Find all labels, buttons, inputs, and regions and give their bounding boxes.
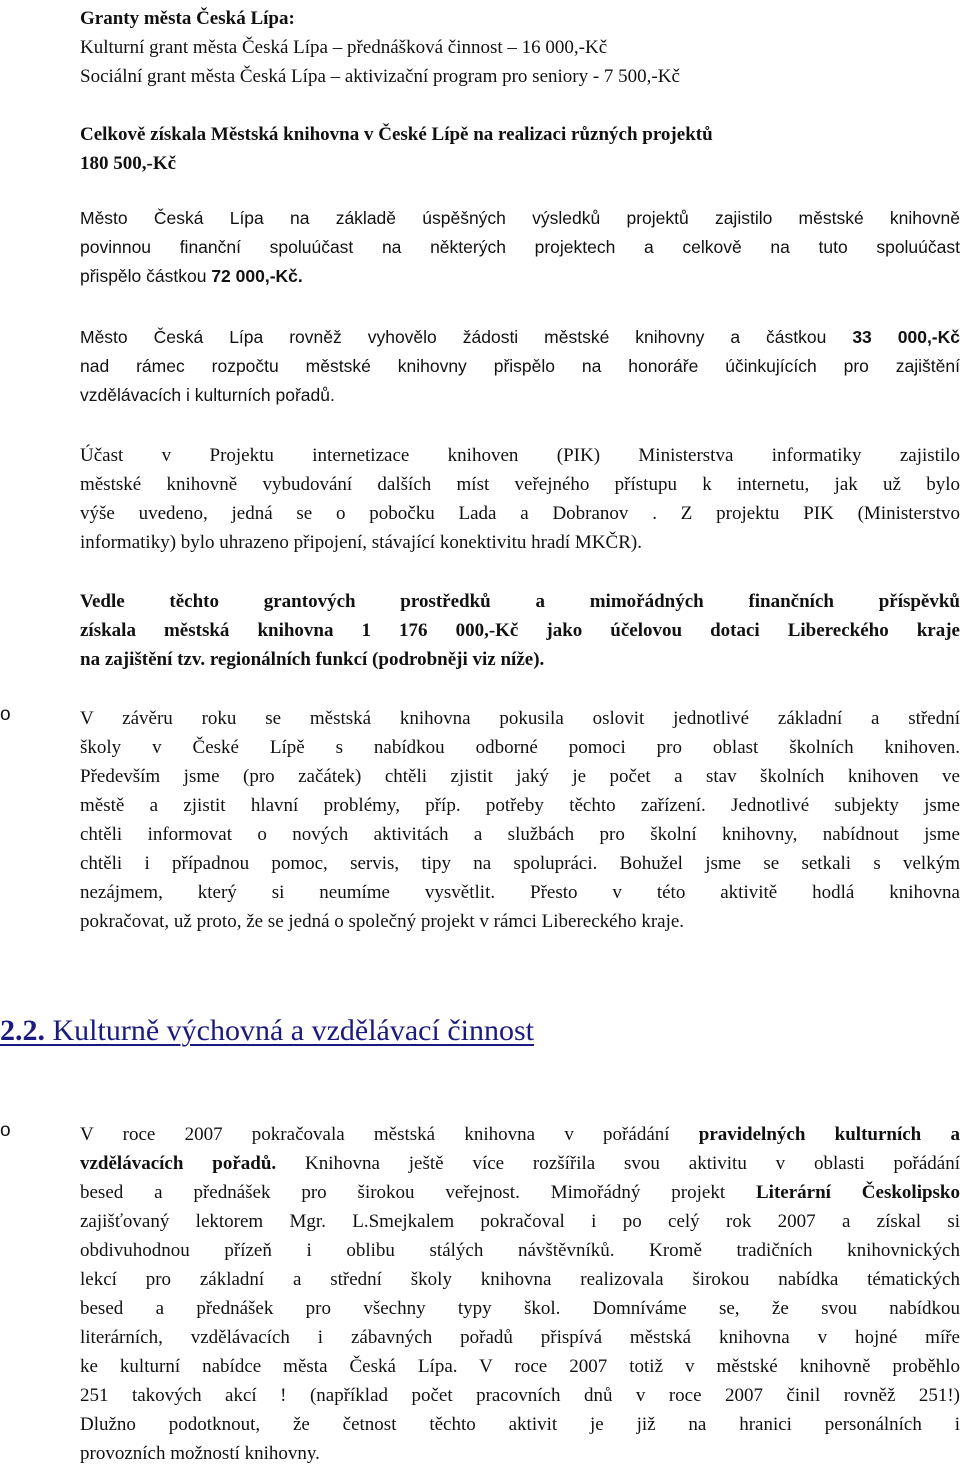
grants-block <box>80 4 960 91</box>
paragraph-text: besed a přednášek pro širokou veřejnost. Mimořádný projekt <box>80 1182 756 1203</box>
paragraph-line: Město Česká Lípa na základě úspěšných výsledků projektů zajistilo městské knihovně <box>80 208 960 228</box>
paragraph-line: chtěli i případnou pomoc, servis, tipy na spolupráci. Bohužel jsme se setkali s velkým <box>80 853 960 874</box>
grant-line: Kulturní grant města Česká Lípa – přednášková činnost – 16 000,-Kč <box>80 37 608 58</box>
paragraph-emphasis: vzdělávacích pořadů. <box>80 1153 277 1174</box>
section-heading <box>0 1014 534 1048</box>
paragraph-line: informatiky) bylo uhrazeno připojení, stávající konektivitu hradí MKČR). <box>80 532 642 553</box>
paragraph-line: besed a přednášek pro všechny typy škol. Domníváme se, že svou nabídkou <box>80 1298 960 1319</box>
city-request-amount: 33 000,-Kč <box>852 327 960 347</box>
city-share-amount: 72 000,-Kč. <box>211 266 303 286</box>
paragraph-line: výše uvedeno, jedná se o pobočku Lada a Dobranov . Z projektu PIK (Ministerstvo <box>80 503 960 524</box>
paragraph-line: obdivuhodnou přízeň i oblibu stálých návštěvníků. Kromě tradičních knihovnických <box>80 1240 960 1261</box>
paragraph-line: Dlužno podotknout, že četnost těchto aktivit je již na hranici personálních i <box>80 1414 960 1435</box>
paragraph-line: vzdělávacích i kulturních pořadů. <box>80 385 335 405</box>
total-amount: 180 500,-Kč <box>80 153 177 174</box>
paragraph-line: městské knihovně vybudování dalších míst veřejného přístupu k internetu, jak už bylo <box>80 474 960 495</box>
bullet-item-events <box>0 1120 960 1468</box>
paragraph-text: Knihovna ještě více rozšířila svou aktivitu v oblasti pořádání <box>276 1153 960 1174</box>
bullet-marker: o <box>0 704 11 725</box>
section-title: Kulturně výchovná a vzdělávací činnost <box>45 1014 534 1047</box>
paragraph-line: na zajištění tzv. regionálních funkcí (podrobněji viz níže). <box>80 649 545 670</box>
pik-paragraph <box>80 441 960 557</box>
paragraph-line: ke kulturní nabídce města Česká Lípa. V roce 2007 totiž v městské knihovně proběhlo <box>80 1356 960 1377</box>
paragraph-line: nad rámec rozpočtu městské knihovny přispělo na honoráře účinkujících pro zajištění <box>80 356 960 376</box>
paragraph-line: Účast v Projektu internetizace knihoven (PIK) Ministerstva informatiky zajistilo <box>80 445 960 466</box>
paragraph-line: lekcí pro základní a střední školy knihovna realizovala širokou nabídka tématických <box>80 1269 960 1290</box>
paragraph-line: zajišťovaný lektorem Mgr. L.Smejkalem pokračoval i po celý rok 2007 a získal si <box>80 1211 960 1232</box>
paragraph-line: Vedle těchto grantových prostředků a mimořádných finančních příspěvků <box>80 591 960 612</box>
paragraph-line: povinnou finanční spoluúčast na některých projektech a celkově na tuto spoluúčast <box>80 237 960 257</box>
total-block <box>80 120 960 178</box>
paragraph-line: provozních možností knihovny. <box>80 1443 320 1464</box>
section-number: 2.2. <box>0 1014 45 1047</box>
paragraph-line: V závěru roku se městská knihovna pokusila oslovit jednotlivé základní a střední <box>80 708 960 729</box>
bullet-marker: o <box>0 1120 11 1141</box>
regional-paragraph <box>80 587 960 674</box>
paragraph-line: školy v České Lípě s nabídkou odborné pomoci pro oblast školních knihoven. <box>80 737 960 758</box>
city-share-paragraph <box>80 204 960 291</box>
paragraph-line: Město Česká Lípa rovněž vyhovělo žádosti městské knihovny a částkou <box>80 327 853 347</box>
paragraph-line: Především jsme (pro začátek) chtěli zjistit jaký je počet a stav školních knihoven ve <box>80 766 960 787</box>
paragraph-line: 251 takových akcí ! (například počet pracovních dnů v roce 2007 činil rovněž 251!) <box>80 1385 960 1406</box>
paragraph-line: nezájmem, který si neumíme vysvětlit. Přesto v této aktivitě hodlá knihovna <box>80 882 960 903</box>
paragraph-line: městě a zjistit hlavní problémy, příp. potřeby těchto zařízení. Jednotlivé subjekty jsme <box>80 795 960 816</box>
paragraph-line: pokračovat, už proto, že se jedná o společný projekt v rámci Libereckého kraje. <box>80 911 685 932</box>
grants-heading: Granty města Česká Lípa: <box>80 8 295 29</box>
total-line: Celkově získala Městská knihovna v České Lípě na realizaci různých projektů <box>80 124 713 145</box>
paragraph-line: literárních, vzdělávacích i zábavných pořadů přispívá městská knihovna v hojné míře <box>80 1327 960 1348</box>
city-request-paragraph <box>80 323 960 410</box>
paragraph-emphasis: Literární Českolipsko <box>756 1182 960 1203</box>
paragraph-line: chtěli informovat o nových aktivitách a službách pro školní knihovny, nabídnout jsme <box>80 824 960 845</box>
paragraph-emphasis: pravidelných kulturních a <box>698 1124 960 1145</box>
paragraph-line: přispělo částkou <box>80 266 212 286</box>
bullet-item-schools <box>0 704 960 936</box>
grant-line: Sociální grant města Česká Lípa – aktivizační program pro seniory - 7 500,-Kč <box>80 66 680 87</box>
paragraph-line: získala městská knihovna 1 176 000,-Kč jako účelovou dotaci Libereckého kraje <box>80 620 960 641</box>
paragraph-text: V roce 2007 pokračovala městská knihovna v pořádání <box>80 1124 699 1145</box>
